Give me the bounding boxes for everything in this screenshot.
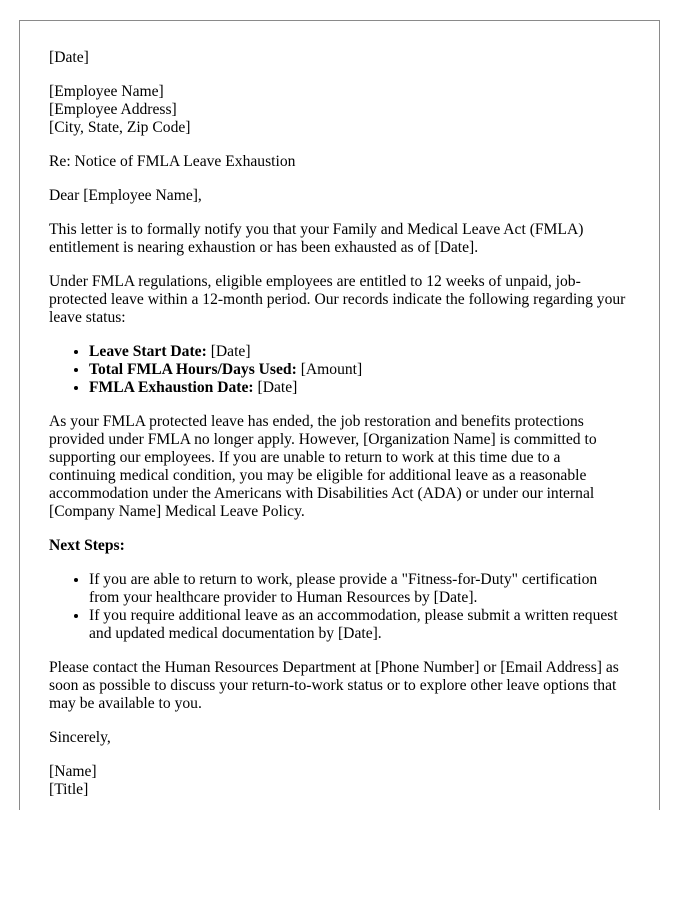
recipient-name: [Employee Name] (49, 83, 164, 100)
letter-subject: Re: Notice of FMLA Leave Exhaustion (49, 153, 296, 170)
signatory-name: [Name] (49, 763, 97, 780)
total-hours-used-label: Total FMLA Hours/Days Used: (89, 361, 297, 378)
recipient-street-address: [Employee Address] (49, 101, 177, 118)
next-step-item: • If you are able to return to work, please provide a "Fitness-for-Duty" certification from your healthcare provider to Human Resources by [Date]. (89, 571, 630, 607)
contact-paragraph: Please contact the Human Resources Department at [Phone Number] or [Email Address] as soon as possible to discuss your return-to-work status or to explore other leave options that may be available to you. (49, 659, 619, 712)
leave-start-date-label: Leave Start Date: (89, 343, 207, 360)
next-step-item: • If you require additional leave as an accommodation, please submit a written request and updated medical documentation by [Date]. (89, 607, 630, 643)
letter-document (19, 20, 660, 810)
letter-salutation: Dear [Employee Name], (49, 187, 202, 204)
recipient-city-state-zip: [City, State, Zip Code] (49, 119, 191, 136)
protections-paragraph: As your FMLA protected leave has ended, the job restoration and benefits protections provided under FMLA no longer apply. However, [Organization Name] is committed to supporting our employees. If you are unable to return to work at this time due to a continuing medical condition, you may be eligible for additional leave as a reasonable accommodation under the Americans with Disabilities Act (ADA) or under our internal [Company Name] Medical Leave Policy. (49, 413, 597, 520)
leave-start-date-value: [Date] (210, 343, 251, 360)
signatory-title: [Title] (49, 781, 89, 798)
leave-status-list (49, 343, 630, 397)
next-steps-heading: Next Steps: (49, 537, 125, 554)
regulations-paragraph: Under FMLA regulations, eligible employees are entitled to 12 weeks of unpaid, job-protected leave within a 12-month period. Our records indicate the following regarding your leave status: (49, 273, 626, 326)
leave-status-item (89, 343, 630, 361)
leave-status-item (89, 379, 630, 397)
exhaustion-date-label: FMLA Exhaustion Date: (89, 379, 254, 396)
recipient-address-block (49, 83, 630, 137)
signature-block (49, 763, 630, 799)
letter-date: [Date] (49, 49, 89, 66)
letter-closing: Sincerely, (49, 729, 111, 746)
next-steps-list (49, 571, 630, 643)
leave-status-item (89, 361, 630, 379)
total-hours-used-value: [Amount] (300, 361, 363, 378)
intro-paragraph: This letter is to formally notify you that your Family and Medical Leave Act (FMLA) entitlement is nearing exhaustion or has been exhausted as of [Date]. (49, 221, 584, 256)
exhaustion-date-value: [Date] (257, 379, 298, 396)
next-steps-heading-block (49, 537, 630, 555)
